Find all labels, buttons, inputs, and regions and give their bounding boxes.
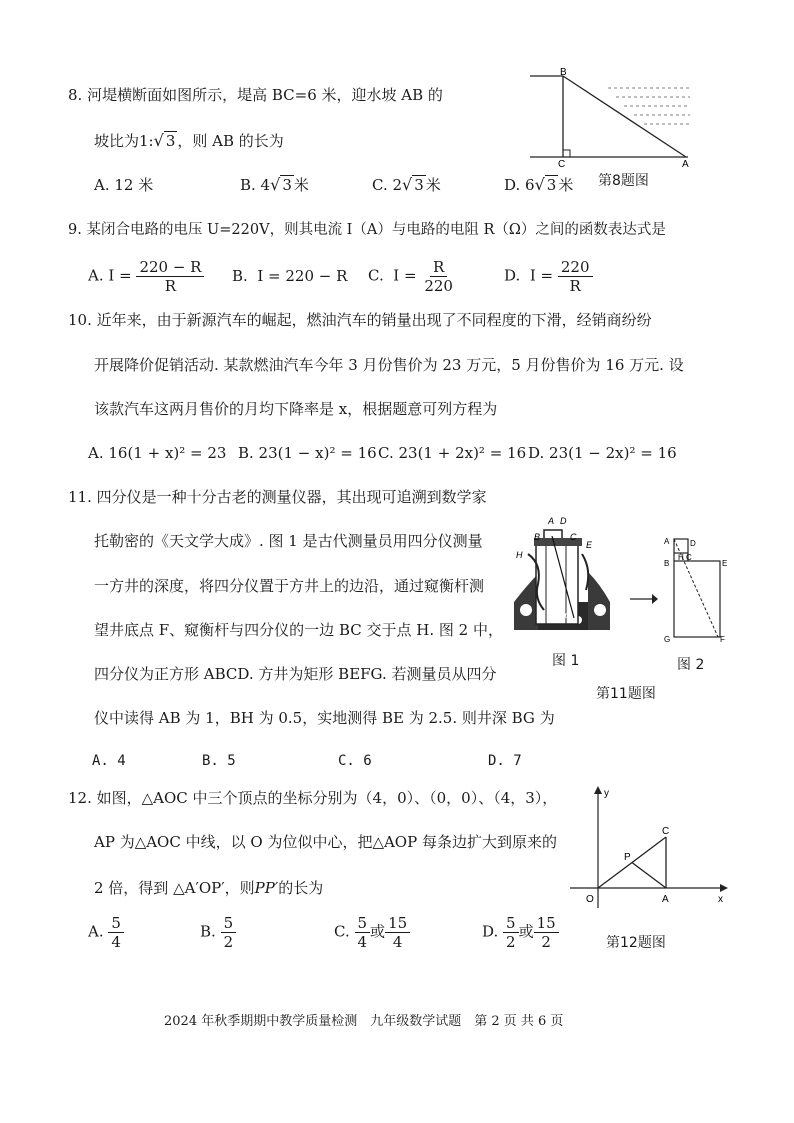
q10-line3: 该款汽车这两月售价的月均下降率是 x，根据题意可列方程为 xyxy=(94,400,498,418)
label-p: P xyxy=(624,852,631,863)
fig2-label-e: E xyxy=(722,559,728,568)
label-c: C xyxy=(558,159,566,168)
label-y: y xyxy=(604,788,609,799)
label-b: B xyxy=(560,67,567,78)
q12-option-d: D. $\frac{5}{2}$ 或 $\frac{15}{2}$ xyxy=(482,914,559,951)
label-o: O xyxy=(586,894,594,905)
q11-option-a: A. 4 xyxy=(92,753,126,769)
fig1-label-h: H xyxy=(516,550,523,560)
q10-option-d: D. 23(1 − 2x)² = 16 xyxy=(528,444,677,462)
q9-option-a: A. I = $\frac{220 - R}{R}$ xyxy=(88,258,204,295)
q11-line6: 仪中读得 AB 为 1，BH 为 0.5，实地测得 BE 为 2.5. 则井深 BG 为 xyxy=(94,709,555,727)
fig2-label-d: D xyxy=(690,539,696,548)
q11-line3: 一方井的深度，将四分仪置于方井上的边沿，通过窥衡杆测 xyxy=(94,577,485,595)
q8-option-b: B. 4√ 3 米 xyxy=(240,175,309,194)
q11-line1: 11. 四分仪是一种十分古老的测量仪器，其出现可追溯到数学家 xyxy=(68,488,487,506)
label-c: C xyxy=(662,826,670,837)
q11-option-d: D. 7 xyxy=(488,753,522,769)
fig1-label-f: F xyxy=(564,612,570,622)
fig2-label-g: G xyxy=(664,635,671,644)
q11-figure-caption: 第11题图 xyxy=(596,686,656,702)
q10-line2: 开展降价促销活动. 某款燃油汽车今年 3 月份售价为 23 万元，5 月份售价为 16 万元. 设 xyxy=(94,356,684,374)
fig1-label-a: A xyxy=(548,516,555,526)
q12-coordinate-figure xyxy=(566,784,734,912)
q11-line2: 托勒密的《天文学大成》. 图 1 是古代测量员用四分仪测量 xyxy=(94,532,483,550)
q9-option-b: B. I = 220 − R xyxy=(232,267,348,285)
fig1-label-d: D xyxy=(560,516,567,526)
q10-option-b: B. 23(1 − x)² = 16 xyxy=(238,444,377,462)
q12-line3: 2 倍，得到 △A′OP′，则PP′的长为 xyxy=(94,879,324,897)
q8-option-d: D. 6√ 3 米 xyxy=(504,175,574,194)
q8-stem-line1: 8. 河堤横断面如图所示，堤高 BC=6 米，迎水坡 AB 的 xyxy=(68,86,443,104)
q12-option-c: C. $\frac{5}{4}$ 或 $\frac{15}{4}$ xyxy=(334,914,410,951)
fig2-label-a: A xyxy=(664,537,670,546)
label-x: x xyxy=(718,894,723,905)
q11-option-c: C. 6 xyxy=(338,753,372,769)
q10-line1: 10. 近年来，由于新源汽车的崛起，燃油汽车的销量出现了不同程度的下滑，经销商纷纷 xyxy=(68,311,652,329)
q12-figure-caption: 第12题图 xyxy=(606,935,666,951)
q8-option-a: A. 12 米 xyxy=(94,176,154,194)
fig1-label-g: G xyxy=(552,612,560,622)
q11-line4: 望井底点 F、窥衡杆与四分仪的一边 BC 交于点 H. 图 2 中， xyxy=(94,621,503,639)
q8-stem-line2: 坡比为1:√ 3 ，则 AB 的长为 xyxy=(94,131,284,150)
q11-figure-2-caption: 图 2 xyxy=(677,657,705,673)
fig2-label-c: C xyxy=(686,553,692,562)
fig2-label-f: F xyxy=(720,635,725,644)
q8-option-c: C. 2√ 3 米 xyxy=(372,175,441,194)
q11-figure-2-diagram xyxy=(650,534,730,648)
q12-line2: AP 为△AOC 中线，以 O 为位似中心，把△AOP 每条边扩大到原来的 xyxy=(94,833,557,851)
label-a: A xyxy=(662,894,669,905)
fig2-label-b: B xyxy=(664,559,670,568)
q9-option-d: D. I = $\frac{220}{R}$ xyxy=(504,258,593,295)
q9-stem: 9. 某闭合电路的电压 U=220V，则其电流 I（A）与电路的电阻 R（Ω）之间的函数表达式是 xyxy=(68,222,666,238)
q11-option-b: B. 5 xyxy=(202,753,236,769)
fig2-label-h: H xyxy=(678,553,684,562)
q10-option-c: C. 23(1 + 2x)² = 16 xyxy=(378,444,527,462)
label-a: A xyxy=(682,159,689,168)
page-footer: 2024 年秋季期期中教学质量检测 九年级数学试题 第 2 页 共 6 页 xyxy=(164,1014,564,1029)
q11-figure-1-caption: 图 1 xyxy=(552,653,580,669)
fig1-label-c: C xyxy=(570,532,577,542)
q9-option-c: C. I = $\frac{R}{220}$ xyxy=(368,258,453,295)
q8-embankment-figure xyxy=(520,64,700,168)
fig1-label-b: B xyxy=(534,532,541,542)
q12-option-b: B. $\frac{5}{2}$ xyxy=(200,914,236,951)
q12-line1: 12. 如图，△AOC 中三个顶点的坐标分别为（4，0）、（0，0）、（4，3）， xyxy=(68,789,558,807)
q12-option-a: A. $\frac{5}{4}$ xyxy=(88,914,124,951)
q10-option-a: A. 16(1 + x)² = 23 xyxy=(88,444,227,462)
q8-figure-caption: 第8题图 xyxy=(598,173,649,189)
q11-line5: 四分仪为正方形 ABCD. 方井为矩形 BEFG. 若测量员从四分 xyxy=(94,665,497,683)
q11-figure-1-illustration xyxy=(508,514,616,642)
fig1-label-e: E xyxy=(586,540,593,550)
